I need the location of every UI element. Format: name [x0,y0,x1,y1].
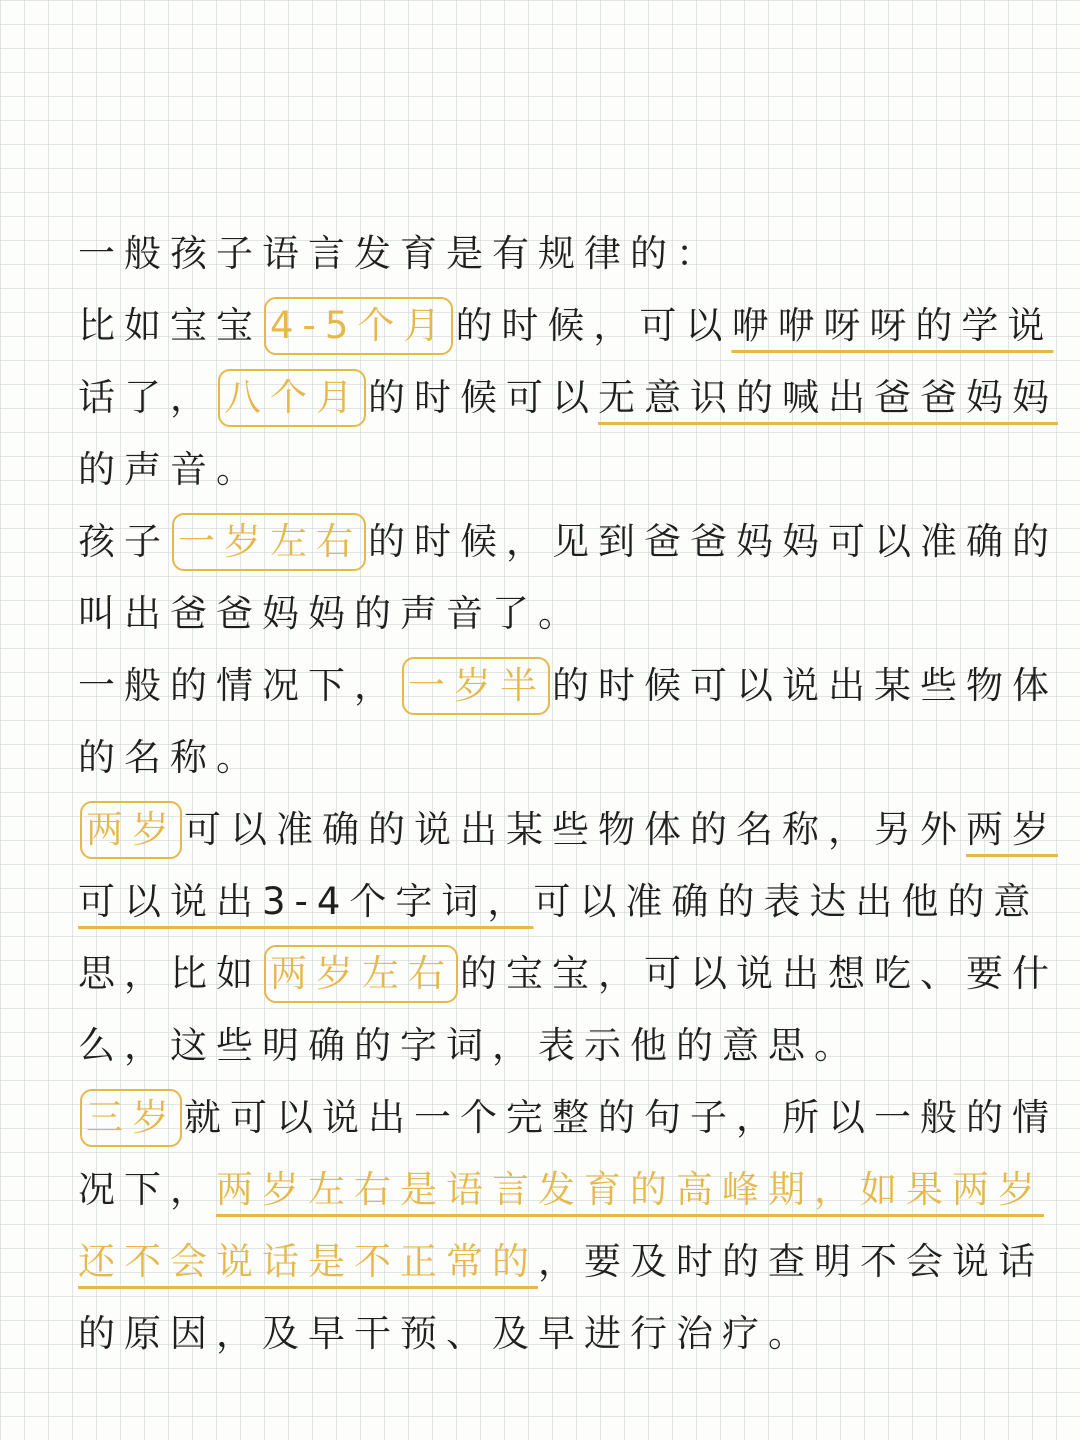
text-line [78,1298,1042,1370]
text-line [78,578,1042,650]
text-line [78,938,1058,1010]
highlight-box: 一岁半 [402,657,550,715]
highlight-box: 4-5个月 [264,297,453,355]
underlined-text: 可以说出3-4个字词， [78,880,534,923]
text-span: 的时候可以说出某些物体 [552,664,1058,707]
text-span: 叫出爸爸妈妈的声音了。 [78,592,584,635]
article-body [78,218,1058,1370]
text-line [78,290,1054,362]
text-span: 一般的情况下， [78,664,400,707]
text-line [78,722,1042,794]
highlight-box: 一岁左右 [172,513,366,571]
text-line [78,218,1042,290]
text-line [78,506,1058,578]
text-line [78,1154,1042,1226]
text-span: 就可以说出一个完整的句子，所以一般的情 [184,1096,1058,1139]
highlight-box: 两岁左右 [264,945,458,1003]
text-line [78,1082,1058,1154]
text-span: 的原因，及早干预、及早进行治疗。 [78,1312,814,1355]
text-span: 比如宝宝 [78,304,262,347]
text-line [78,362,1058,434]
text-span: 可以准确的说出某些物体的名称，另外 [184,808,966,851]
text-span: 的时候，可以 [455,304,732,347]
emphasis-text: 两岁左右是语言发育的高峰期，如果两岁 [216,1168,1044,1211]
text-span: 么，这些明确的字词，表示他的意思。 [78,1024,860,1067]
text-line [78,650,1058,722]
emphasis-text: 还不会说话是不正常的 [78,1240,538,1283]
underlined-text: 无意识的喊出爸爸妈妈 [598,376,1058,419]
text-line [78,434,1042,506]
text-span: 的时候可以 [368,376,598,419]
text-line [78,1010,1042,1082]
text-span: 的宝宝，可以说出想吃、要什 [460,952,1058,995]
text-span: 的时候，见到爸爸妈妈可以准确的 [368,520,1058,563]
text-span: 的声音。 [78,448,262,491]
text-span: 一般孩子语言发育是有规律的： [78,232,722,275]
highlight-box: 两岁 [80,801,182,859]
text-span: ，要及时的查明不会说话 [538,1240,1044,1283]
text-line [78,866,1042,938]
underlined-text: 两岁 [966,808,1058,851]
text-line [78,794,1058,866]
text-span: 可以准确的表达出他的意 [533,880,1040,923]
text-span: 话了， [78,376,216,419]
highlight-box: 八个月 [218,369,366,427]
highlight-box: 三岁 [80,1089,182,1147]
text-span: 思，比如 [78,952,262,995]
text-span: 况下， [78,1168,216,1211]
text-span: 孩子 [78,520,170,563]
underlined-text: 咿咿呀呀的学说 [731,304,1054,347]
text-line [78,1226,1042,1298]
text-span: 的名称。 [78,736,262,779]
